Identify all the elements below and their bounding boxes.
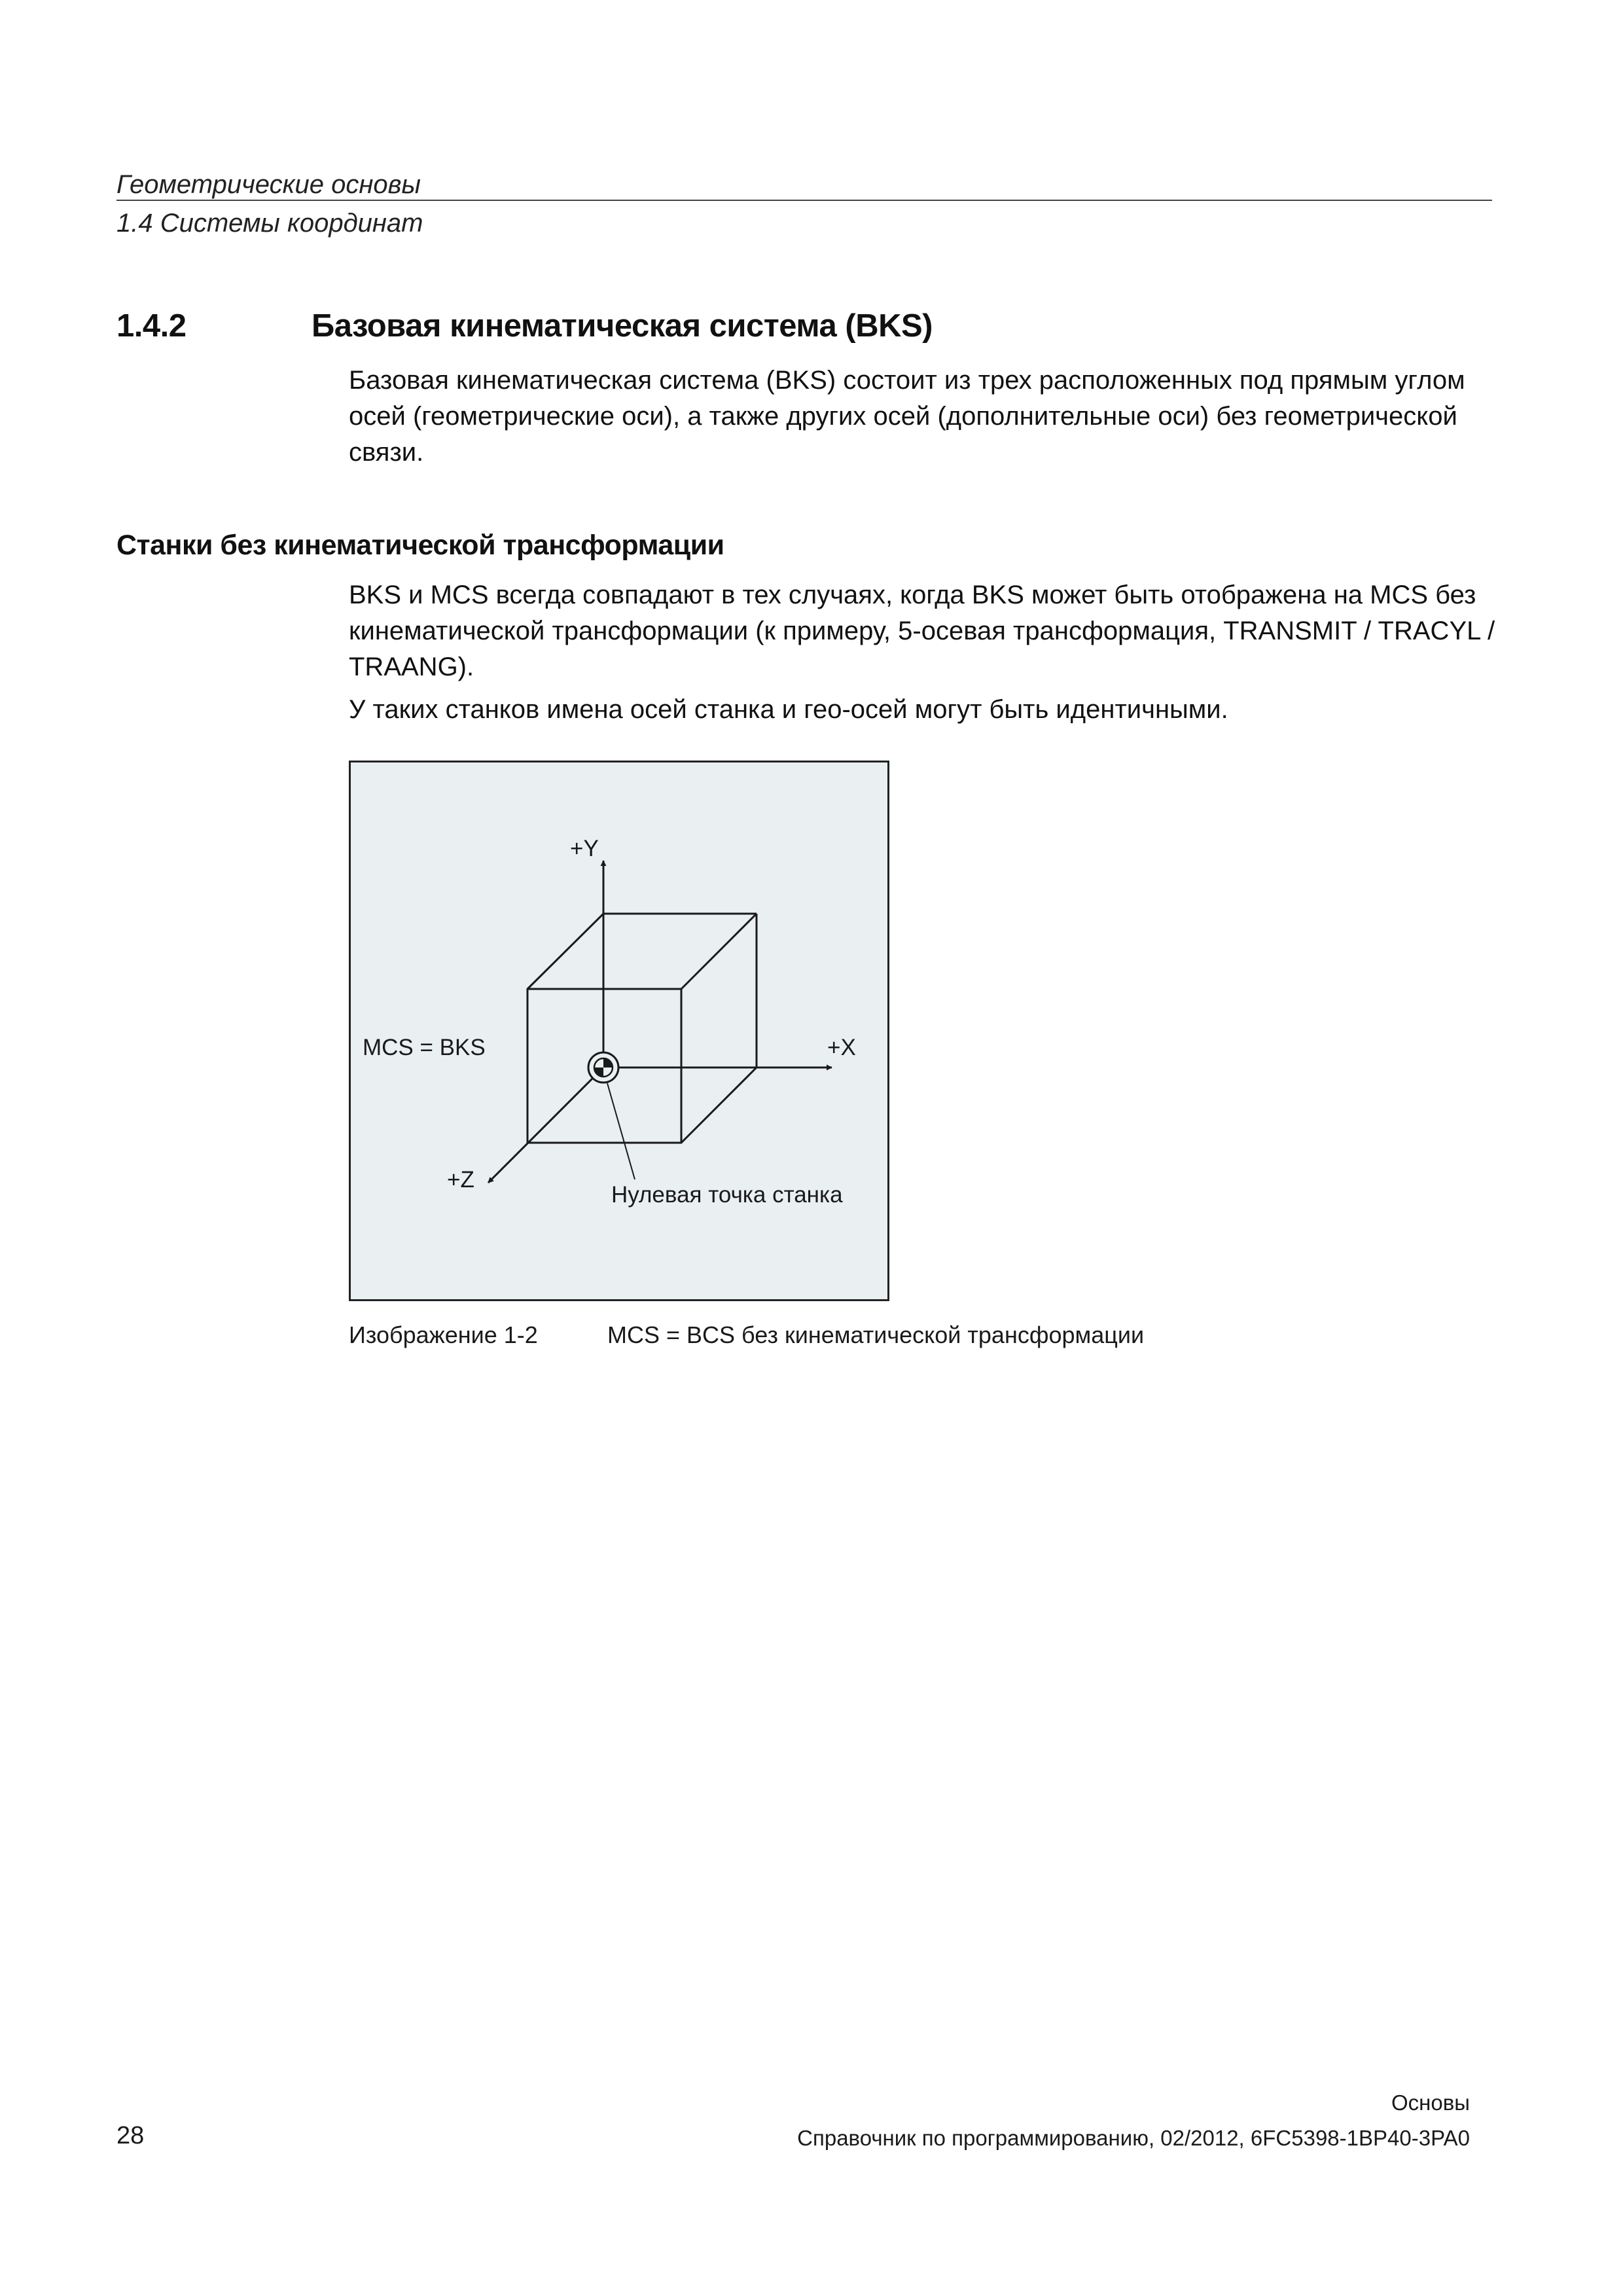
footer-book-title: Основы xyxy=(1391,2090,1470,2115)
subsection-title: Станки без кинематической трансформации xyxy=(116,529,724,561)
z-axis-arrow xyxy=(488,1067,603,1183)
header-rule xyxy=(116,200,1492,201)
cube-depth-edge-top-right xyxy=(681,914,757,989)
y-axis-label: +Y xyxy=(570,836,599,861)
figure-caption-text: MCS = BCS без кинематической трансформации xyxy=(607,1321,1145,1348)
footer-reference: Справочник по программированию, 02/2012, 6FC5398-1BP40-3PA0 xyxy=(797,2126,1470,2150)
section-title: Базовая кинематическая система (BKS) xyxy=(312,308,933,344)
page-number: 28 xyxy=(116,2122,145,2149)
coordinate-diagram xyxy=(351,762,887,1299)
cube-depth-edge-top-left xyxy=(527,914,603,989)
system-label: MCS = BKS xyxy=(363,1035,486,1060)
figure-frame xyxy=(349,761,889,1301)
running-head-chapter: Геометрические основы xyxy=(116,170,421,199)
subsection-paragraph-2: У таких станков имена осей станка и гео-осей могут быть идентичными. xyxy=(349,695,1228,724)
running-head-section: 1.4 Системы координат xyxy=(116,209,423,238)
subsection-paragraph-1: BKS и MCS всегда совпадают в тех случаях, когда BKS может быть отображена на MCS без кинематической трансформации (к примеру, 5-осевая трансформация, TRANSMIT / TRACYL / TRAANG). xyxy=(349,581,1495,681)
origin-label: Нулевая точка станка xyxy=(611,1182,843,1208)
section-number: 1.4.2 xyxy=(116,308,187,344)
cube-depth-edge-bottom-right xyxy=(681,1067,757,1143)
x-axis-label: +X xyxy=(827,1035,856,1060)
origin-leader-line xyxy=(607,1083,635,1179)
section-intro-paragraph: Базовая кинематическая система (BKS) состоит из трех расположенных под прямым углом осей (геометрические оси), а также других осей (дополнительные оси) без геометрической связи. xyxy=(349,366,1465,467)
figure-caption-number: Изображение 1-2 xyxy=(349,1321,538,1348)
z-axis-label: +Z xyxy=(447,1167,474,1193)
machine-zero-icon xyxy=(588,1052,618,1083)
